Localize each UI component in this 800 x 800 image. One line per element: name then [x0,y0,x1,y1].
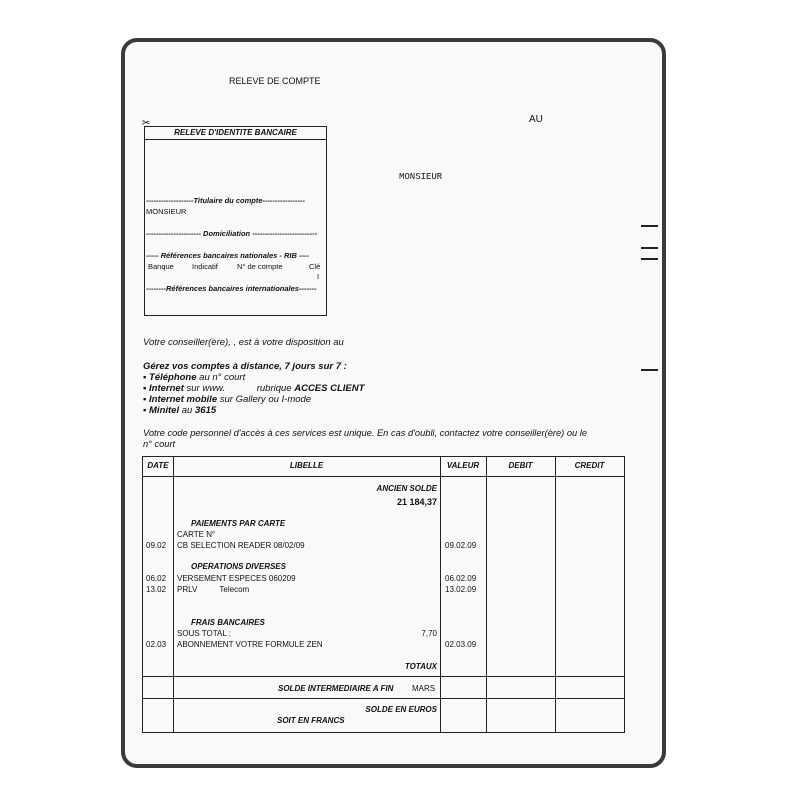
row-libelle: VERSEMENT ESPECES 060209 [177,574,296,583]
row-libelle: SOUS TOTAL : [177,629,231,638]
bullet-icon: ▪ [143,372,147,383]
rib-col-cle: Clé [309,262,321,271]
col-header-debit: DEBIT [508,461,533,470]
remote-item-mobile: ▪ Internet mobile sur Gallery ou I-mode [143,394,312,405]
remote-item-phone: ▪ Téléphone au n° court [143,372,246,383]
section-heading: FRAIS BANCAIRES [191,618,265,627]
rib-box [144,126,327,316]
advisor-line: Votre conseiller(ère), , est à votre disposition au [143,337,344,348]
column-divider [486,457,487,732]
row-libelle: CARTE N° [177,530,216,539]
totaux-label: TOTAUX [404,662,437,671]
ancien-solde-value: 21 184,37 [396,497,437,507]
col-header-libelle: LIBELLE [289,461,324,470]
column-divider [440,457,441,732]
margin-mark [641,258,658,260]
row-valeur: 02.03.09 [445,640,477,649]
rib-col-banque: Banque [148,262,174,271]
statement-title: RELEVE DE COMPTE [229,76,321,86]
statement-date-prefix: AU [529,114,543,125]
remote-item-minitel: ▪ Minitel au 3615 [143,405,217,416]
row-divider [143,676,624,677]
rib-col-compte: N° de compte [237,262,283,271]
rib-holder-label: -------------------Titulaire du compte----------------- [146,196,305,205]
rib-key-value: I [317,272,320,281]
transactions-table [142,456,625,733]
rib-domiciliation-label: ---------------------- Domiciliation -------------------------- [146,229,318,238]
solde-month: MARS [412,684,436,693]
rib-col-indicatif: Indicatif [192,262,218,271]
row-libelle: PRLV Telecom [177,585,250,594]
section-heading: PAIEMENTS PAR CARTE [191,519,286,528]
row-valeur: 09.02.09 [445,541,477,550]
header-divider [143,476,624,477]
bullet-icon: ▪ [143,383,147,394]
row-date: 13.02 [146,585,167,594]
col-header-date: DATE [147,461,169,470]
margin-mark [641,225,658,227]
rib-title: RELEVE D'IDENTITE BANCAIRE [145,127,326,140]
column-divider [173,457,174,732]
row-date: 06.02 [146,574,167,583]
margin-mark [641,369,658,371]
bullet-icon: ▪ [143,405,147,416]
column-divider [555,457,556,732]
solde-euros-label: SOLDE EN EUROS [365,705,437,714]
remote-title: Gérez vos comptes à distance, 7 jours sur 7 : [143,361,347,372]
row-divider [143,698,624,699]
row-libelle: ABONNEMENT VOTRE FORMULE ZEN [177,640,323,649]
ancien-solde-label: ANCIEN SOLDE [376,484,437,493]
row-valeur: 13.02.09 [445,585,477,594]
row-date: 02.03 [146,640,167,649]
rib-international-label: --------Références bancaires internationales------- [146,284,317,293]
row-date: 09.02 [146,541,167,550]
addressee: MONSIEUR [399,172,443,182]
soit-francs-label: SOIT EN FRANCS [277,716,345,725]
remote-item-internet: ▪ Internet sur www. rubrique ACCES CLIENT [143,383,365,394]
bullet-icon: ▪ [143,394,147,405]
margin-mark [641,247,658,249]
row-amount: 7,70 [421,629,437,638]
rib-national-label: ----- Références bancaires nationales - RIB ---- [146,251,309,260]
row-libelle: CB SELECTION READER 08/02/09 [177,541,305,550]
row-valeur: 06.02.09 [445,574,477,583]
col-header-credit: CREDIT [574,461,605,470]
section-heading: OPERATIONS DIVERSES [191,562,286,571]
remote-note-line1: Votre code personnel d'accès à ces services est unique. En cas d'oubli, contactez votre conseiller(ère) ou le [143,428,588,438]
solde-intermediaire-label: SOLDE INTERMEDIAIRE A FIN [278,684,394,693]
remote-note-line2: n° court [143,439,176,449]
scissors-icon: ✂ [142,118,151,129]
rib-holder-value: MONSIEUR [146,207,187,216]
col-header-valeur: VALEUR [446,461,480,470]
